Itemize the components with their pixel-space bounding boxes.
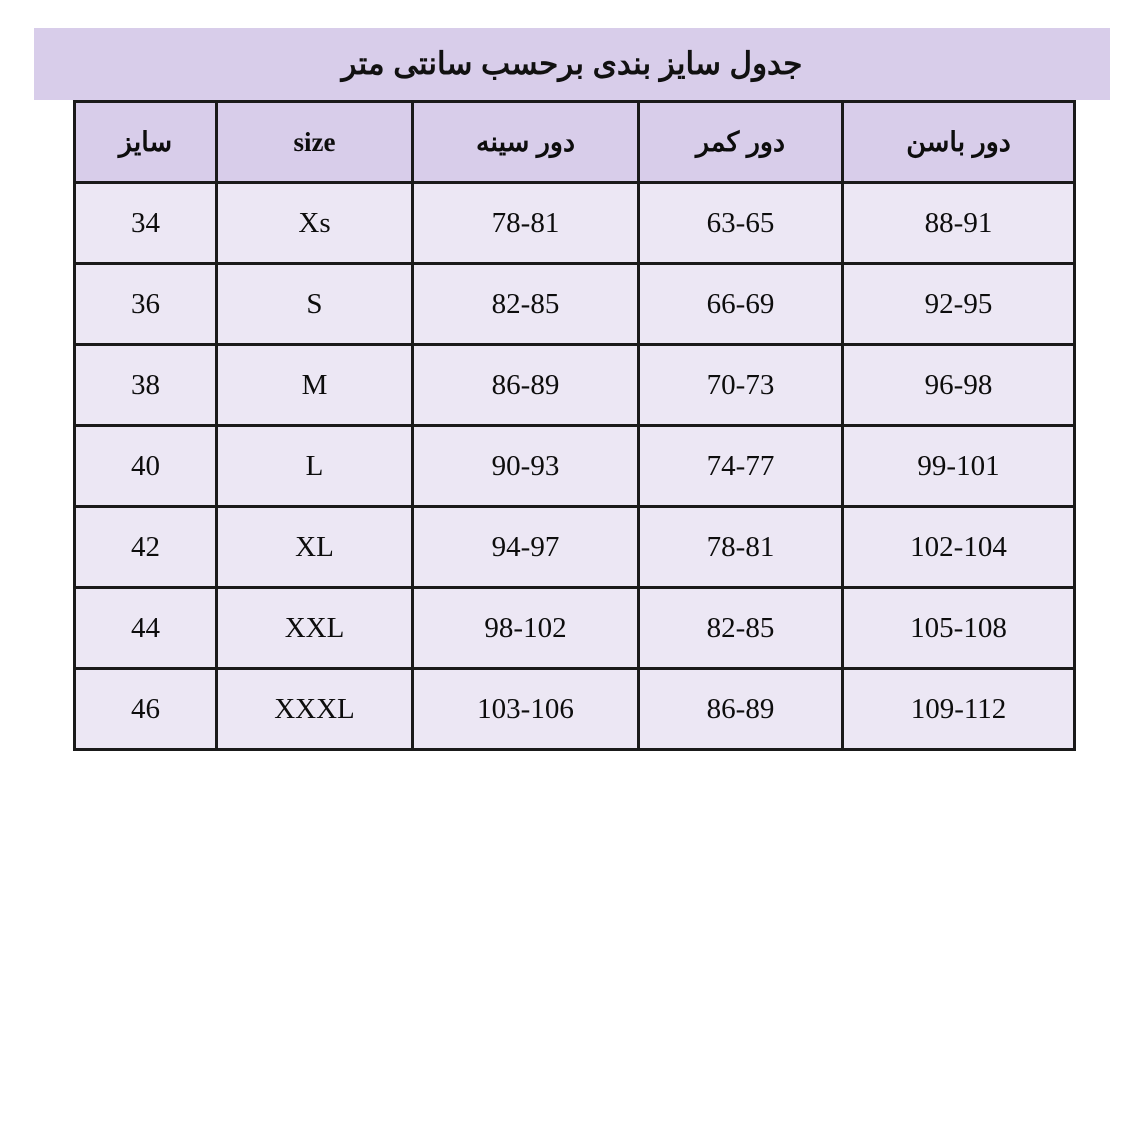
table-row — [75, 264, 1075, 345]
cell-size-letter: L — [217, 426, 413, 507]
cell-size-number: 44 — [75, 588, 217, 669]
cell-waist: 63-65 — [639, 183, 843, 264]
cell-hip: 102-104 — [843, 507, 1075, 588]
cell-hip: 88-91 — [843, 183, 1075, 264]
table-row — [75, 183, 1075, 264]
cell-hip: 105-108 — [843, 588, 1075, 669]
cell-waist: 70-73 — [639, 345, 843, 426]
cell-size-letter: XXXL — [217, 669, 413, 750]
column-header-bust: دور سینه — [413, 102, 639, 183]
cell-size-letter: XXL — [217, 588, 413, 669]
column-header-waist: دور کمر — [639, 102, 843, 183]
table-row — [75, 588, 1075, 669]
cell-bust: 98-102 — [413, 588, 639, 669]
cell-waist: 82-85 — [639, 588, 843, 669]
cell-bust: 94-97 — [413, 507, 639, 588]
cell-waist: 74-77 — [639, 426, 843, 507]
cell-size-letter: M — [217, 345, 413, 426]
table-body — [75, 183, 1075, 750]
column-header-size-number: سایز — [75, 102, 217, 183]
cell-size-number: 42 — [75, 507, 217, 588]
cell-hip: 99-101 — [843, 426, 1075, 507]
chart-title-bar — [34, 28, 1110, 100]
column-header-hip: دور باسن — [843, 102, 1075, 183]
cell-bust: 82-85 — [413, 264, 639, 345]
cell-hip: 92-95 — [843, 264, 1075, 345]
cell-size-letter: XL — [217, 507, 413, 588]
column-header-size-letter: size — [217, 102, 413, 183]
cell-hip: 96-98 — [843, 345, 1075, 426]
cell-waist: 66-69 — [639, 264, 843, 345]
cell-size-letter: S — [217, 264, 413, 345]
cell-size-number: 38 — [75, 345, 217, 426]
table-header — [75, 102, 1075, 183]
page-title: جدول سایز بندی برحسب سانتی متر — [341, 46, 803, 81]
cell-hip: 109-112 — [843, 669, 1075, 750]
cell-size-number: 36 — [75, 264, 217, 345]
cell-bust: 103-106 — [413, 669, 639, 750]
cell-size-letter: Xs — [217, 183, 413, 264]
table-row — [75, 669, 1075, 750]
table-header-row — [75, 102, 1075, 183]
cell-waist: 78-81 — [639, 507, 843, 588]
cell-bust: 86-89 — [413, 345, 639, 426]
cell-size-number: 40 — [75, 426, 217, 507]
table-row — [75, 507, 1075, 588]
size-chart — [34, 28, 1110, 751]
cell-size-number: 46 — [75, 669, 217, 750]
size-table — [73, 100, 1076, 751]
cell-waist: 86-89 — [639, 669, 843, 750]
cell-bust: 90-93 — [413, 426, 639, 507]
table-row — [75, 345, 1075, 426]
cell-size-number: 34 — [75, 183, 217, 264]
cell-bust: 78-81 — [413, 183, 639, 264]
table-row — [75, 426, 1075, 507]
